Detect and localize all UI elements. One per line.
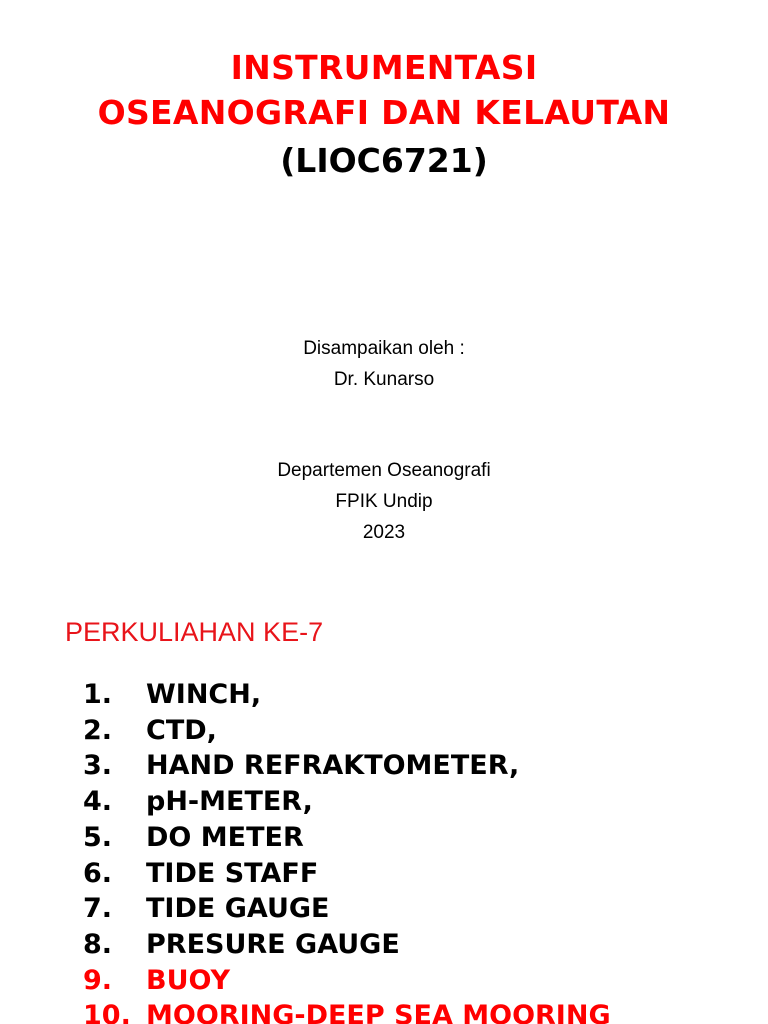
topic-number: 2.: [83, 714, 113, 746]
topic-number: 4.: [83, 786, 113, 818]
topic-item: [83, 677, 611, 713]
topic-number: 6.: [83, 857, 113, 889]
topic-item: [83, 891, 611, 927]
topic-number: 8.: [83, 928, 113, 960]
topic-item: [83, 784, 611, 820]
topic-item: [83, 927, 611, 963]
topic-text: TIDE GAUGE: [146, 893, 330, 925]
presenter-block: [0, 333, 768, 395]
topic-text: HAND REFRAKTOMETER,: [146, 750, 520, 782]
session-heading: PERKULIAHAN KE-7: [65, 617, 324, 647]
topic-item: [83, 713, 611, 749]
topic-text: DO METER: [146, 821, 304, 853]
course-title-line-1: INSTRUMENTASI: [230, 48, 538, 87]
topic-item-highlighted: [83, 963, 611, 999]
year: 2023: [362, 522, 406, 543]
topic-item: [83, 856, 611, 892]
topic-text: WINCH,: [146, 679, 262, 710]
topic-text: pH-METER,: [146, 786, 313, 818]
topic-text: TIDE STAFF: [146, 857, 319, 889]
topic-number: 1.: [83, 679, 113, 710]
topic-number: 3.: [83, 750, 113, 782]
topic-item-highlighted: [83, 998, 611, 1024]
topic-text: CTD,: [146, 714, 217, 746]
presenter-name: Dr. Kunarso: [333, 369, 435, 390]
topic-number: 7.: [83, 893, 113, 925]
topic-number: 10.: [83, 1000, 131, 1024]
topic-text: BUOY: [146, 964, 231, 996]
topic-item: [83, 820, 611, 856]
topic-number: 5.: [83, 821, 113, 853]
faculty-name: FPIK Undip: [335, 491, 433, 512]
course-code: (LIOC6721): [280, 141, 488, 180]
topic-number: 9.: [83, 964, 113, 996]
topic-text: MOORING-DEEP SEA MOORING: [146, 1000, 611, 1024]
presenter-label: Disampaikan oleh :: [303, 338, 465, 359]
department-name: Departemen Oseanografi: [277, 460, 491, 481]
topic-text: PRESURE GAUGE: [146, 928, 400, 960]
course-title-line-2: OSEANOGRAFI DAN KELAUTAN: [97, 93, 671, 132]
topic-list: [83, 677, 611, 1024]
topic-item: [83, 748, 611, 784]
institution-block: [0, 455, 768, 548]
